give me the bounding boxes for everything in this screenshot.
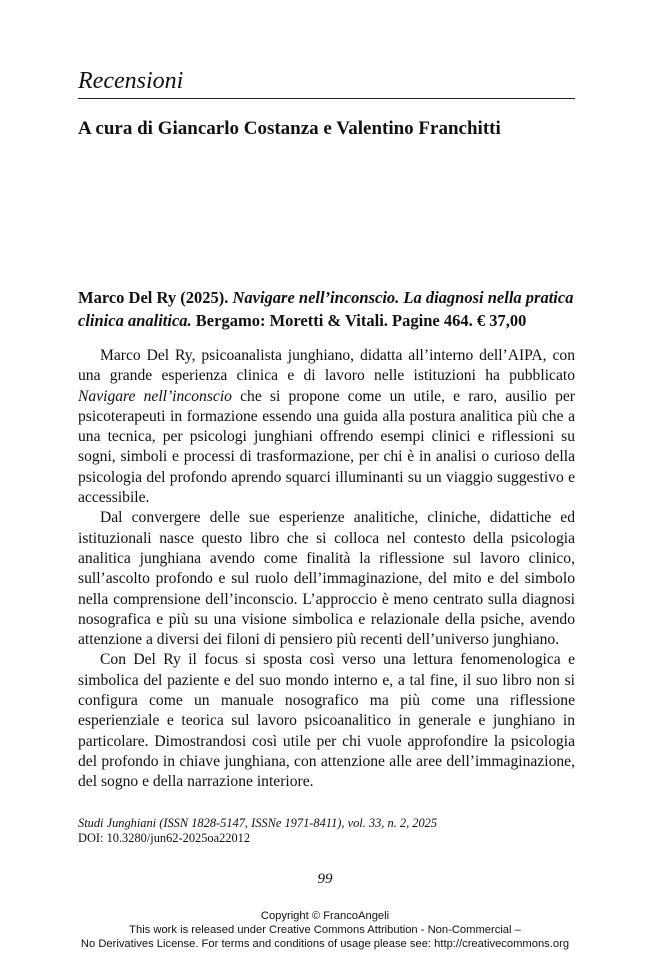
reference-book-title: Navigare nell’inconscio. La diagnosi nella pratica clinica analitica. xyxy=(78,288,574,330)
copyright-line: Copyright © FrancoAngeli xyxy=(260,910,390,922)
paragraph-3 xyxy=(78,650,575,792)
review-body xyxy=(78,346,575,793)
paragraph-text: Dal convergere delle sue esperienze analitiche, cliniche, didattiche ed istituzionali nasce questo libro che si colloca nel contesto della psicologia analitica junghiana avendo come finalità la riflessione sul lavoro clinico, sull’ascolto profondo e sul ruolo dell’immaginazione, del mito e del simbolo nella comprensione dell’inconscio. L’approccio è meno centrato sulla diagnosi nosografica e più su una visione simbolica e relazionale della psiche, avendo attenzione a diversi dei filoni di pensiero più recenti dell’universo junghiano. xyxy=(78,509,575,649)
reference-publisher: Bergamo: Moretti & Vitali. Pagine 464. € 37,00 xyxy=(191,311,527,330)
paragraph-text: che si propone come un utile, e raro, ausilio per psicoterapeuti in formazione essendo una guida alla postura analitica più che a una tecnica, per psicologi junghiani offrendo esempi clinici e riflessioni su sogni, simboli e processi di trasformazione, per chi è in analisi o curioso della psicologia del profondo aprendo squarci illuminanti su un viaggio suggestivo e accessibile. xyxy=(78,387,575,507)
section-title: Recensioni xyxy=(78,66,575,99)
editors-line: A cura di Giancarlo Costanza e Valentino Franchitti xyxy=(78,118,501,139)
book-title-italic: Navigare nell’inconscio xyxy=(78,387,232,405)
license-line: This work is released under Creative Commons Attribution - Non-Commercial – xyxy=(129,924,521,936)
page-number: 99 xyxy=(317,871,333,887)
book-reference xyxy=(78,286,578,332)
paragraph-1 xyxy=(78,346,575,508)
journal-citation: Studi Junghiani (ISSN 1828-5147, ISSNe 1971-8411), vol. 33, n. 2, 2025 xyxy=(78,816,438,830)
license-terms-line: No Derivatives License. For terms and conditions of usage please see: http://creativecommons.org xyxy=(80,938,570,950)
paragraph-text: Marco Del Ry, psicoanalista junghiano, didatta all’interno dell’AIPA, con una grande esperienza clinica e di lavoro nelle istituzioni ha pubblicato xyxy=(78,347,575,385)
footer-citation xyxy=(78,816,575,846)
doi-line: DOI: 10.3280/jun62-2025oa22012 xyxy=(78,831,251,845)
paragraph-text: Con Del Ry il focus si sposta così verso una lettura fenomenologica e simbolica del paziente e del suo mondo interno e, a tal fine, il suo libro non si configura come un manuale nosografico ma più come una riflessione esperienziale e teorica sul lavoro psicoanalitico in generale e junghiano in particolare. Dimostrandosi così utile per chi vuole approfondire la psicologia del profondo in chiave junghiana, con attenzione alle aree dell’immaginazione, del sogno e della narrazione interiore. xyxy=(78,651,575,791)
license-notice xyxy=(0,909,650,951)
reference-author-year: Marco Del Ry (2025). xyxy=(78,288,233,307)
paragraph-2 xyxy=(78,508,575,650)
